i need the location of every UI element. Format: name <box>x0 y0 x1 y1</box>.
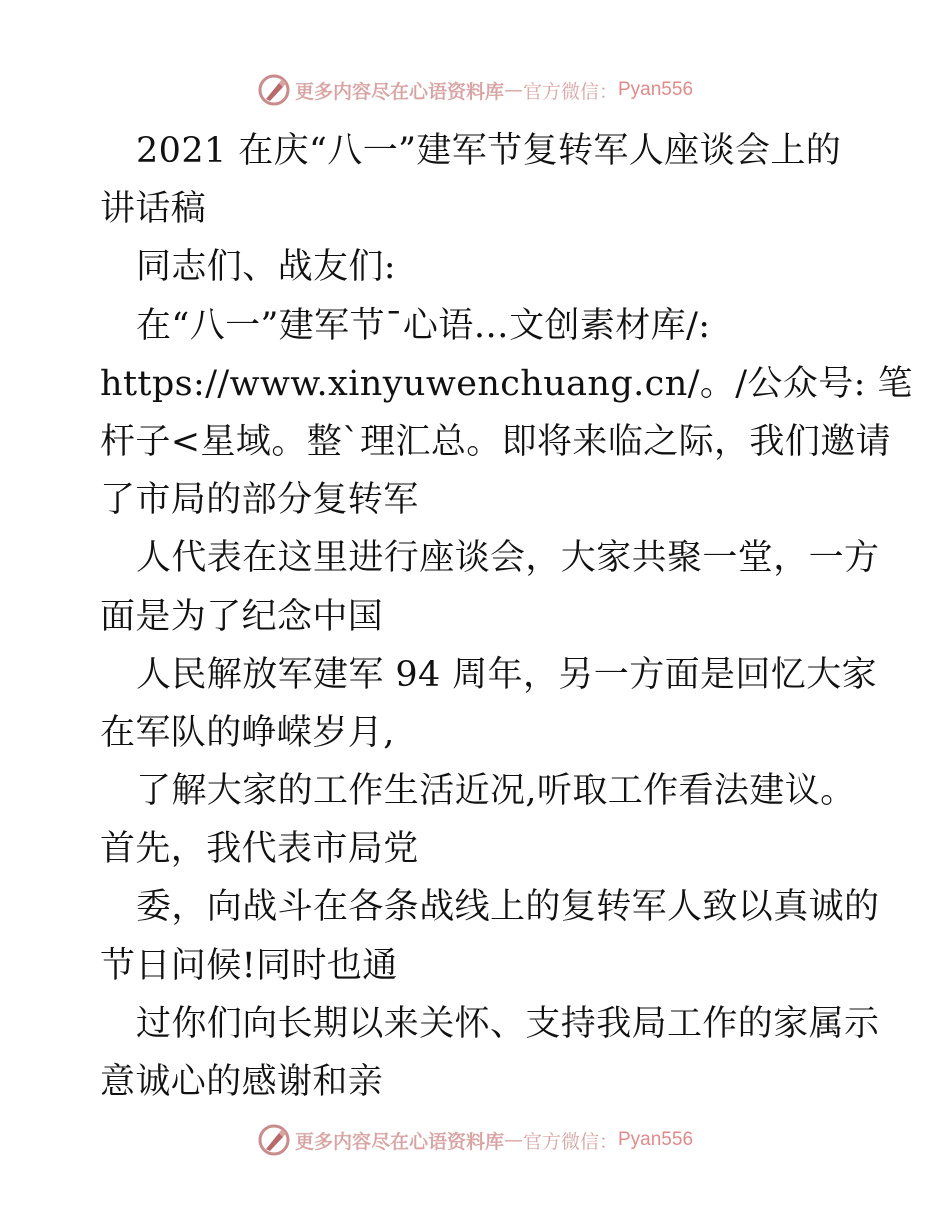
paragraph-line: 首先，我代表市局党 <box>100 829 419 870</box>
footer-watermark <box>0 1120 950 1160</box>
title-line-1: 2021 在庆“八一”建军节复转军人座谈会上的 <box>136 131 842 171</box>
header-watermark <box>0 70 950 110</box>
paragraph-line: 委，向战斗在各条战线上的复转军人致以真诚的 <box>136 887 880 928</box>
paragraph-line: 面是为了纪念中国 <box>100 596 384 637</box>
paragraph-line: 了解大家的工作生活近况,听取工作看法建议。 <box>136 771 856 812</box>
title-line-2: 讲话稿 <box>100 189 207 230</box>
watermark-handle: Pyan556 <box>618 1129 694 1150</box>
watermark-dash: — <box>503 79 523 101</box>
paragraph-line: 节日问候!同时也通 <box>100 945 398 986</box>
pen-logo-icon <box>257 73 291 107</box>
paragraph-line: 过你们向长期以来关怀、支持我局工作的家属示 <box>136 1003 880 1044</box>
paragraph-line: 杆子<星域。整`理汇总。即将来临之际，我们邀请 <box>100 421 892 462</box>
watermark-main-text: 更多内容尽在心语资料库 <box>294 1130 504 1153</box>
paragraph-line: 人代表在这里进行座谈会，大家共聚一堂，一方 <box>136 538 880 579</box>
paragraph-line: 在军队的峥嵘岁月, <box>100 712 395 753</box>
paragraph-line: 在“八一”建军节¯心语…文创素材库/: <box>136 305 711 346</box>
paragraph-line: https://www.xinyuwenchuang.cn/。/公众号: 笔 <box>100 363 913 404</box>
watermark-main-text: 更多内容尽在心语资料库 <box>294 80 504 103</box>
salutation: 同志们、战友们: <box>136 247 396 288</box>
watermark-sub-text: 官方微信： <box>522 1130 618 1153</box>
watermark-dash: — <box>503 1129 523 1151</box>
document-body <box>100 122 913 1111</box>
paragraph-line: 了市局的部分复转军 <box>100 480 419 521</box>
paragraph-line: 意诚心的感谢和亲 <box>100 1062 384 1102</box>
watermark-handle: Pyan556 <box>618 79 694 100</box>
watermark-sub-text: 官方微信： <box>522 80 618 103</box>
paragraph-line: 人民解放军建军 94 周年，另一方面是回忆大家 <box>136 654 877 695</box>
pen-logo-icon <box>257 1123 291 1157</box>
